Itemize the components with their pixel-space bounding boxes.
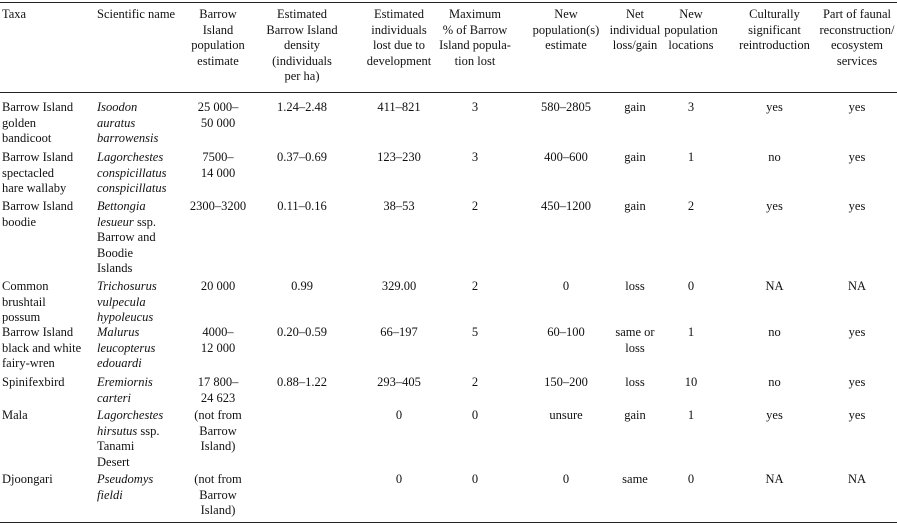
cell-new-population-locations: 0 xyxy=(687,472,695,486)
cell-scientific-name: barrowensis xyxy=(97,131,159,145)
cell-scientific-name: vulpecula xyxy=(97,294,146,309)
cell-scientific-name: conspicillatus xyxy=(97,165,167,180)
cell-faunal-reconstruction: yes xyxy=(848,100,866,114)
cell-taxa: Barrow Island xyxy=(2,199,74,213)
cell-scientific-name: Desert xyxy=(97,454,130,469)
cell-new-population-estimate: 450–1200 xyxy=(541,199,591,213)
cell-net-loss-gain: loss xyxy=(625,340,645,355)
cell-new-population-estimate: 150–200 xyxy=(544,375,588,389)
header-individuals-lost: lost due to xyxy=(372,38,426,52)
cell-culturally-significant: NA xyxy=(765,279,784,293)
cell-new-population-locations: 1 xyxy=(687,408,695,422)
cell-population-estimate: (not from xyxy=(194,408,242,422)
header-net-loss-gain: loss/gain xyxy=(612,38,658,52)
header-individuals-lost: Estimated xyxy=(374,7,424,21)
cell-culturally-significant: no xyxy=(768,325,781,339)
cell-new-population-locations: 10 xyxy=(684,375,698,389)
cell-taxa: golden xyxy=(2,115,37,130)
cell-population-estimate: 12 000 xyxy=(200,340,236,355)
cell-population-estimate: 50 000 xyxy=(200,115,236,130)
header-taxa: Taxa xyxy=(2,7,27,21)
cell-max-percent-lost: 3 xyxy=(471,150,479,164)
header-individuals-lost: individuals xyxy=(371,22,427,37)
cell-taxa: Djoongari xyxy=(2,472,53,486)
cell-taxa: Spinifexbird xyxy=(2,375,65,389)
header-population-estimate: Barrow xyxy=(199,7,237,21)
cell-scientific-name: Bettongia xyxy=(97,199,146,213)
cell-max-percent-lost: 2 xyxy=(471,199,479,213)
cell-net-loss-gain: gain xyxy=(624,199,646,213)
header-faunal-reconstruction: ecosystem xyxy=(830,38,884,52)
cell-scientific-name: Lagorchestes xyxy=(97,150,164,164)
header-faunal-reconstruction: reconstruction/ xyxy=(819,22,895,37)
header-density: per ha) xyxy=(284,69,320,83)
cell-culturally-significant: yes xyxy=(766,100,783,114)
cell-taxa: hare wallaby xyxy=(2,181,67,195)
header-population-estimate: estimate xyxy=(197,53,239,68)
cell-individuals-lost: 0 xyxy=(395,472,403,486)
cell-scientific-name: Tanami xyxy=(97,439,135,453)
cell-population-estimate: 25 000– xyxy=(197,100,239,114)
cell-culturally-significant: yes xyxy=(766,199,783,213)
header-rule xyxy=(0,92,897,93)
cell-net-loss-gain: gain xyxy=(624,100,646,114)
cell-taxa: brushtail xyxy=(2,294,46,309)
cell-culturally-significant: NA xyxy=(765,472,784,486)
cell-max-percent-lost: 0 xyxy=(471,408,479,422)
cell-net-loss-gain: gain xyxy=(624,150,646,164)
cell-new-population-estimate: unsure xyxy=(549,408,583,422)
cell-individuals-lost: 329.00 xyxy=(381,279,417,293)
cell-scientific-name: Eremiornis xyxy=(97,375,153,389)
cell-new-population-estimate: 0 xyxy=(562,472,570,486)
cell-population-estimate: 17 800– xyxy=(197,375,239,389)
header-faunal-reconstruction: services xyxy=(836,53,878,68)
cell-taxa: spectacled xyxy=(2,165,55,180)
cell-population-estimate: 24 623 xyxy=(200,390,236,405)
bottom-rule xyxy=(0,522,897,523)
header-new-population-locations: locations xyxy=(668,38,714,52)
cell-population-estimate: 2300–3200 xyxy=(189,199,247,213)
header-population-estimate: Island xyxy=(202,22,234,37)
cell-taxa: Mala xyxy=(2,408,28,422)
cell-faunal-reconstruction: yes xyxy=(848,150,866,164)
cell-scientific-name: leucopterus xyxy=(97,340,156,355)
header-density: Barrow Island xyxy=(266,22,338,37)
header-net-loss-gain: individual xyxy=(609,22,661,37)
cell-net-loss-gain: loss xyxy=(625,375,645,389)
cell-scientific-name: edouardi xyxy=(97,356,142,370)
top-rule xyxy=(0,2,897,3)
cell-new-population-locations: 0 xyxy=(687,279,695,293)
cell-new-population-estimate: 0 xyxy=(562,279,570,293)
cell-faunal-reconstruction: yes xyxy=(848,199,866,213)
cell-density: 0.88–1.22 xyxy=(277,375,327,389)
cell-new-population-estimate: 580–2805 xyxy=(541,100,591,114)
cell-new-population-locations: 1 xyxy=(687,325,695,339)
cell-new-population-locations: 3 xyxy=(687,100,695,114)
header-max-percent-lost: % of Barrow xyxy=(442,22,508,37)
cell-taxa: Common xyxy=(2,279,49,293)
cell-new-population-locations: 1 xyxy=(687,150,695,164)
header-faunal-reconstruction: Part of faunal xyxy=(822,7,892,21)
header-population-estimate: population xyxy=(191,38,245,52)
cell-culturally-significant: no xyxy=(768,150,781,164)
cell-taxa: possum xyxy=(2,310,41,324)
cell-population-estimate: (not from xyxy=(194,472,242,486)
cell-scientific-name: carteri xyxy=(97,390,132,405)
cell-individuals-lost: 66–197 xyxy=(380,325,418,339)
cell-scientific-name: hypoleucus xyxy=(97,310,154,324)
cell-density: 0.20–0.59 xyxy=(277,325,327,339)
header-culturally-significant: significant xyxy=(748,22,801,37)
cell-faunal-reconstruction: NA xyxy=(847,279,867,293)
cell-population-estimate: 14 000 xyxy=(200,165,236,180)
cell-taxa: bandicoot xyxy=(2,131,52,145)
header-max-percent-lost: Island popula- xyxy=(439,38,511,52)
cell-individuals-lost: 38–53 xyxy=(383,199,415,213)
cell-scientific-name: conspicillatus xyxy=(97,181,167,195)
cell-population-estimate: Island) xyxy=(200,503,236,517)
cell-scientific-name: Trichosurus xyxy=(97,279,157,293)
cell-taxa: black and white xyxy=(2,340,82,355)
cell-taxa: Barrow Island xyxy=(2,325,74,339)
cell-net-loss-gain: same xyxy=(622,472,648,486)
cell-population-estimate: Barrow xyxy=(199,423,237,438)
cell-scientific-name: lesueur ssp. xyxy=(97,214,157,229)
cell-scientific-name: Islands xyxy=(97,261,133,275)
cell-population-estimate: 20 000 xyxy=(200,279,236,293)
cell-faunal-reconstruction: yes xyxy=(848,408,866,422)
cell-scientific-name: Pseudomys xyxy=(97,472,154,486)
cell-faunal-reconstruction: yes xyxy=(848,375,866,389)
cell-max-percent-lost: 2 xyxy=(471,375,479,389)
cell-population-estimate: Barrow xyxy=(199,487,237,502)
cell-taxa: fairy-wren xyxy=(2,356,55,370)
header-max-percent-lost: Maximum xyxy=(448,7,502,21)
header-density: (individuals xyxy=(272,53,332,68)
cell-density: 1.24–2.48 xyxy=(277,100,327,114)
header-new-population-locations: New xyxy=(679,7,703,21)
cell-culturally-significant: no xyxy=(768,375,781,389)
cell-max-percent-lost: 5 xyxy=(471,325,479,339)
cell-faunal-reconstruction: yes xyxy=(848,325,866,339)
header-culturally-significant: Culturally xyxy=(749,7,800,21)
cell-faunal-reconstruction: NA xyxy=(847,472,867,486)
cell-max-percent-lost: 2 xyxy=(471,279,479,293)
cell-new-population-estimate: 400–600 xyxy=(544,150,588,164)
cell-taxa: Barrow Island xyxy=(2,100,74,114)
header-new-population-estimate: New xyxy=(554,7,578,21)
header-individuals-lost: development xyxy=(366,53,432,68)
cell-scientific-name: Lagorchestes xyxy=(97,408,164,422)
cell-new-population-locations: 2 xyxy=(687,199,695,213)
cell-scientific-name: Isoodon xyxy=(97,100,138,114)
header-max-percent-lost: tion lost xyxy=(454,53,496,68)
cell-culturally-significant: yes xyxy=(766,408,783,422)
header-net-loss-gain: Net xyxy=(625,7,645,21)
cell-net-loss-gain: gain xyxy=(624,408,646,422)
cell-population-estimate: 4000– xyxy=(202,325,234,339)
cell-population-estimate: Island) xyxy=(200,439,236,453)
cell-scientific-name: auratus xyxy=(97,115,136,130)
header-new-population-estimate: population(s) xyxy=(532,22,600,37)
cell-scientific-name: Boodie xyxy=(97,245,134,260)
header-density: Estimated xyxy=(277,7,327,21)
cell-density: 0.99 xyxy=(291,279,313,293)
cell-max-percent-lost: 0 xyxy=(471,472,479,486)
cell-taxa: Barrow Island xyxy=(2,150,74,164)
cell-individuals-lost: 0 xyxy=(395,408,403,422)
cell-scientific-name: hirsutus ssp. xyxy=(97,423,160,438)
cell-net-loss-gain: loss xyxy=(625,279,645,293)
cell-individuals-lost: 411–821 xyxy=(377,100,421,114)
cell-individuals-lost: 123–230 xyxy=(377,150,421,164)
cell-scientific-name: Barrow and xyxy=(97,230,156,244)
cell-max-percent-lost: 3 xyxy=(471,100,479,114)
cell-density: 0.11–0.16 xyxy=(277,199,327,213)
cell-density: 0.37–0.69 xyxy=(277,150,327,164)
header-new-population-estimate: estimate xyxy=(545,38,587,52)
cell-population-estimate: 7500– xyxy=(202,150,234,164)
cell-new-population-estimate: 60–100 xyxy=(547,325,585,339)
cell-individuals-lost: 293–405 xyxy=(377,375,421,389)
header-density: density xyxy=(283,38,321,52)
cell-net-loss-gain: same or xyxy=(615,325,655,339)
header-new-population-locations: population xyxy=(664,22,718,37)
header-scientific-name: Scientific name xyxy=(97,7,176,21)
header-culturally-significant: reintroduction xyxy=(739,38,810,52)
cell-taxa: boodie xyxy=(2,214,37,229)
cell-scientific-name: fieldi xyxy=(97,487,123,502)
cell-scientific-name: Malurus xyxy=(97,325,140,339)
